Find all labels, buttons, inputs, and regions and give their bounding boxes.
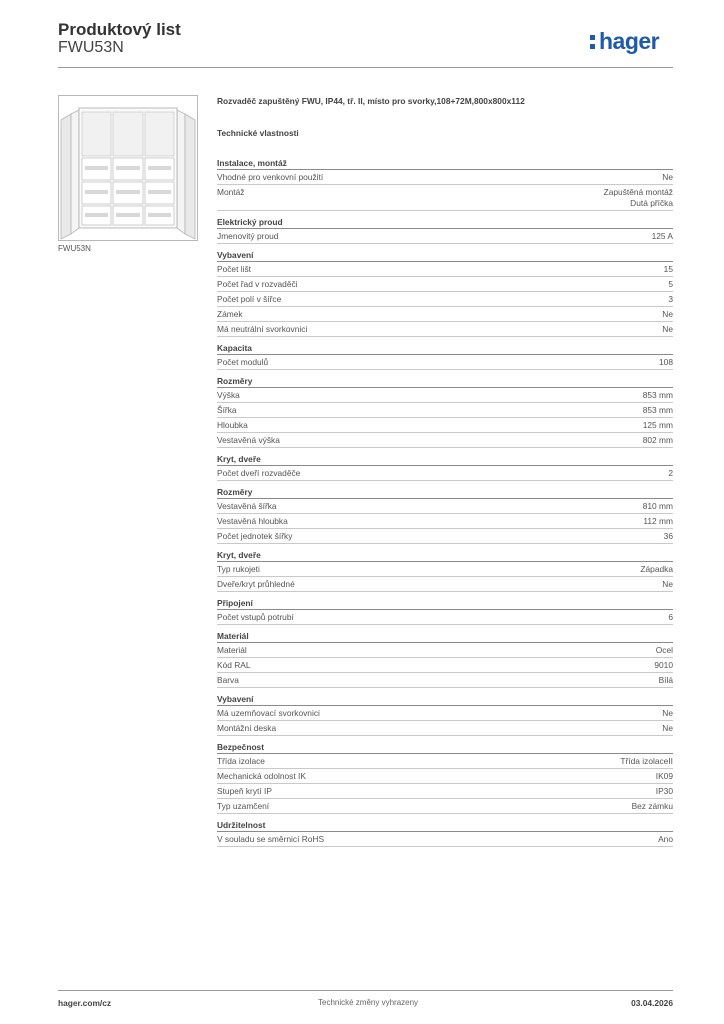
property-label: Vestavěná hloubka (217, 516, 288, 526)
property-value (664, 531, 673, 542)
footer-divider (58, 990, 673, 991)
property-value-line: 853 mm (642, 390, 673, 400)
property-value (643, 435, 673, 446)
property-row (217, 769, 673, 784)
property-value (659, 357, 673, 368)
section-title: Vybavení (217, 244, 673, 262)
property-label: Vhodné pro venkovní použití (217, 172, 324, 182)
property-value (668, 294, 673, 305)
property-section (217, 736, 673, 814)
property-value (604, 187, 673, 209)
section-title: Instalace, montáž (217, 152, 673, 170)
property-value-line: IP30 (655, 786, 673, 796)
property-value-line: 810 mm (642, 501, 673, 511)
property-value (652, 231, 673, 242)
property-value-line: 5 (668, 279, 673, 289)
property-value (643, 390, 673, 401)
property-label: Počet vstupů potrubí (217, 612, 294, 622)
property-label: Vestavěná šířka (217, 501, 277, 511)
property-row (217, 706, 673, 721)
footer-disclaimer: Technické změny vyhrazeny (318, 998, 419, 1007)
property-value-line: 6 (668, 612, 673, 622)
property-label: Typ uzamčení (217, 801, 270, 811)
property-value-line: 125 A (651, 231, 673, 241)
property-label: Montážní deska (217, 723, 277, 733)
property-value (643, 405, 673, 416)
property-label: Materiál (217, 645, 247, 655)
property-label: Montáž (217, 187, 245, 197)
property-label: V souladu se směrnicí RoHS (217, 834, 325, 844)
product-code: FWU53N (58, 39, 124, 56)
main-content (217, 90, 673, 847)
property-value (643, 516, 673, 527)
property-value (658, 834, 673, 845)
property-label: Stupeň krytí IP (217, 786, 272, 796)
product-description: Rozvaděč zapuštěný FWU, IP44, tř. II, místo pro svorky,108+72M,800x800x112 (217, 96, 525, 106)
section-title: Kapacita (217, 337, 673, 355)
property-value-line: 15 (663, 264, 673, 274)
property-value-line: 36 (663, 531, 673, 541)
property-value-line: 802 mm (642, 435, 673, 445)
property-label: Barva (217, 675, 239, 685)
property-value-line: 853 mm (642, 405, 673, 415)
property-row (217, 529, 673, 544)
property-value-line: 2 (668, 468, 673, 478)
property-value (668, 612, 673, 623)
property-row (217, 562, 673, 577)
property-value-line: Ne (662, 579, 673, 589)
property-value (643, 420, 673, 431)
property-row (217, 355, 673, 370)
property-label: Počet modulů (217, 357, 269, 367)
property-label: Jmenovitý proud (217, 231, 279, 241)
property-label: Počet řad v rozvaděči (217, 279, 298, 289)
property-label: Kód RAL (217, 660, 251, 670)
property-value (668, 468, 673, 479)
property-value-line: 9010 (654, 660, 673, 670)
property-row (217, 262, 673, 277)
property-label: Třída izolace (217, 756, 265, 766)
header-divider (58, 67, 673, 68)
hager-logo (590, 28, 659, 55)
section-title: Připojení (217, 592, 673, 610)
property-row (217, 832, 673, 847)
property-value (662, 579, 673, 590)
property-value (640, 564, 673, 575)
product-image (58, 95, 198, 241)
property-row (217, 185, 673, 211)
property-value-line: Třída izolaceII (620, 756, 673, 766)
property-row (217, 292, 673, 307)
property-value (643, 501, 673, 512)
footer-date: 03.04.2026 (631, 998, 673, 1008)
property-section (217, 337, 673, 370)
property-row (217, 388, 673, 403)
property-section (217, 814, 673, 847)
section-title: Materiál (217, 625, 673, 643)
section-title: Rozměry (217, 370, 673, 388)
property-value-line: Ne (662, 172, 673, 182)
property-value (656, 771, 673, 782)
property-value (662, 708, 673, 719)
property-row (217, 229, 673, 244)
property-row (217, 170, 673, 185)
footer-website: hager.com/cz (58, 998, 112, 1008)
property-value-line: Ne (662, 708, 673, 718)
property-label: Počet polí v šířce (217, 294, 282, 304)
property-value (656, 645, 673, 656)
property-value-line: Zapuštěná montáž (603, 187, 673, 197)
property-label: Počet dveří rozvaděče (217, 468, 301, 478)
property-value-line: Ne (662, 324, 673, 334)
section-title: Udržitelnost (217, 814, 673, 832)
property-label: Mechanická odolnost IK (217, 771, 306, 781)
image-caption: FWU53N (58, 244, 91, 253)
property-label: Vestavěná výška (217, 435, 280, 445)
property-label: Počet jednotek šířky (217, 531, 293, 541)
property-value-line: Ano (658, 834, 673, 844)
property-row (217, 721, 673, 736)
property-row (217, 754, 673, 769)
property-value-line: Bílá (658, 675, 673, 685)
logo-colon-icon (590, 30, 596, 50)
property-row (217, 658, 673, 673)
distribution-board-illustration (59, 96, 197, 240)
property-row (217, 784, 673, 799)
property-label: Šířka (217, 405, 237, 415)
property-value (662, 324, 673, 335)
property-value (662, 723, 673, 734)
property-value (662, 172, 673, 183)
property-row (217, 307, 673, 322)
property-row (217, 277, 673, 292)
property-section (217, 244, 673, 337)
property-label: Dveře/kryt průhledné (217, 579, 295, 589)
property-row (217, 499, 673, 514)
property-section (217, 370, 673, 448)
property-row (217, 673, 673, 688)
property-value (662, 309, 673, 320)
property-value-line: IK09 (655, 771, 673, 781)
property-value (656, 786, 673, 797)
property-section (217, 544, 673, 592)
property-value-line: Dutá příčka (630, 198, 673, 208)
property-row (217, 466, 673, 481)
property-section (217, 688, 673, 736)
property-value (654, 660, 673, 671)
property-label: Hloubka (217, 420, 248, 430)
section-title: Kryt, dveře (217, 544, 673, 562)
property-section (217, 625, 673, 688)
property-section (217, 448, 673, 481)
property-label: Zámek (217, 309, 243, 319)
property-row (217, 643, 673, 658)
property-row (217, 433, 673, 448)
property-row (217, 403, 673, 418)
property-value (664, 264, 673, 275)
property-row (217, 514, 673, 529)
property-value-line: Ne (662, 309, 673, 319)
section-title: Kryt, dveře (217, 448, 673, 466)
property-row (217, 577, 673, 592)
section-title: Elektrický proud (217, 211, 673, 229)
property-value-line: Bez zámku (631, 801, 673, 811)
property-value-line: 112 mm (643, 516, 673, 526)
property-row (217, 610, 673, 625)
property-value-line: Západka (640, 564, 673, 574)
section-title: Vybavení (217, 688, 673, 706)
property-label: Typ rukojeti (217, 564, 260, 574)
property-value (668, 279, 673, 290)
logo-text: hager (599, 28, 660, 54)
properties-table (217, 152, 673, 847)
property-row (217, 799, 673, 814)
property-section (217, 211, 673, 244)
property-value-line: Ne (662, 723, 673, 733)
property-row (217, 418, 673, 433)
property-value (659, 675, 673, 686)
property-value (620, 756, 673, 767)
property-section (217, 592, 673, 625)
property-row (217, 322, 673, 337)
property-value-line: 108 (659, 357, 673, 367)
property-section (217, 152, 673, 211)
technical-properties-heading: Technické vlastnosti (217, 128, 299, 138)
page-title: Produktový list (58, 20, 181, 39)
property-label: Má neutrální svorkovnici (217, 324, 308, 334)
property-label: Má uzemňovací svorkovnici (217, 708, 320, 718)
property-value-line: 3 (668, 294, 673, 304)
property-section (217, 481, 673, 544)
section-title: Bezpečnost (217, 736, 673, 754)
property-value-line: Ocel (655, 645, 673, 655)
property-value-line: 125 mm (642, 420, 673, 430)
property-value (632, 801, 673, 812)
section-title: Rozměry (217, 481, 673, 499)
property-label: Počet lišt (217, 264, 251, 274)
property-label: Výška (217, 390, 240, 400)
